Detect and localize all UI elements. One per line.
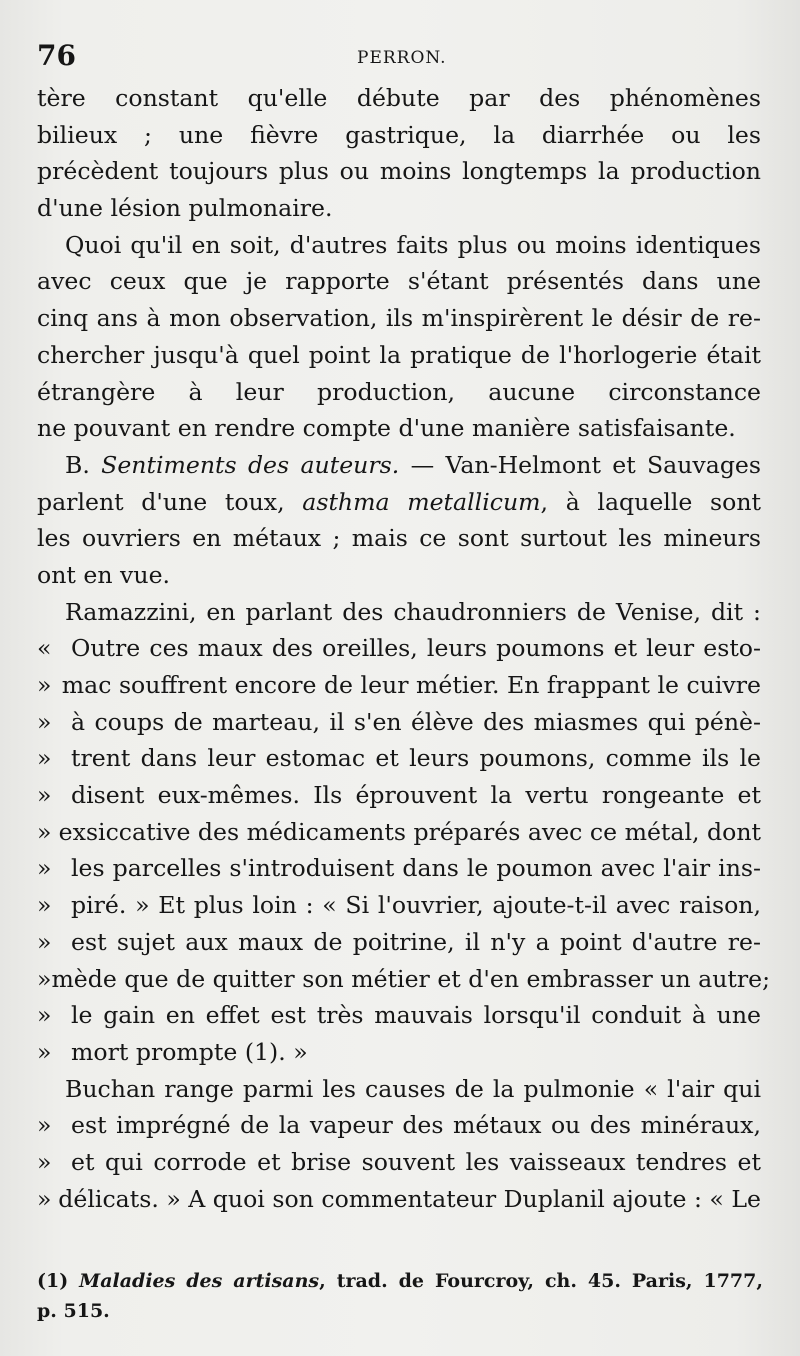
quote-mark: » xyxy=(37,1001,52,1030)
quote-mark: » xyxy=(37,854,52,883)
section-title: Sentiments des auteurs. xyxy=(101,450,400,479)
quote-mark: » xyxy=(37,707,52,736)
text-line: ne pouvant en rendre compte d'une manière satisfaisante. xyxy=(37,414,736,443)
quote-mark: » xyxy=(37,1111,52,1140)
quote-line xyxy=(37,814,761,851)
quote-line xyxy=(37,887,761,924)
footnote-line-2: p. 515. xyxy=(37,1300,110,1322)
quote-mark: » xyxy=(37,781,52,810)
quote-line xyxy=(37,630,761,667)
text-line xyxy=(37,484,761,521)
quote-mark: » xyxy=(37,1147,52,1176)
text-line: précèdent toujours plus ou moins longtemps la production xyxy=(37,157,761,186)
quote-line xyxy=(37,1107,761,1144)
section-heading-line xyxy=(37,447,761,484)
text-line: ont en vue. xyxy=(37,560,171,589)
section-label: B. xyxy=(65,450,90,479)
quote-text: et qui corrode et brise souvent les vaisseaux tendres et xyxy=(71,1147,761,1176)
text-line: cinq ans à mon observation, ils m'inspirèrent le désir de re- xyxy=(37,304,761,333)
quote-text: mort prompte (1). » xyxy=(71,1037,308,1066)
quote-line xyxy=(37,1144,761,1181)
text-line: tère constant qu'elle débute par des phénomènes xyxy=(37,84,761,112)
quote-mark: » xyxy=(37,927,52,956)
quote-line xyxy=(37,704,761,741)
quote-mark: » xyxy=(37,964,52,993)
footnote xyxy=(37,1266,763,1326)
page-number: 76 xyxy=(37,39,76,72)
quote-text: le gain en effet est très mauvais lorsqu'il conduit à une xyxy=(71,1001,761,1030)
quote-text: trent dans leur estomac et leurs poumons, comme ils le xyxy=(71,744,761,773)
quote-line xyxy=(37,1181,761,1218)
quote-mark: » xyxy=(37,671,52,699)
quote-line xyxy=(37,961,771,998)
body-text xyxy=(37,80,771,1217)
text-line: chercher jusqu'à quel point la pratique de l'horlogerie était xyxy=(37,340,761,369)
text-fragment: , à laquelle sont xyxy=(540,487,761,516)
text-line: d'une lésion pulmonaire. xyxy=(37,194,333,223)
quote-text: est imprégné de la vapeur des métaux ou des minéraux, xyxy=(71,1111,761,1140)
quote-mark: » xyxy=(37,1184,52,1213)
footnote-line xyxy=(37,1266,763,1296)
quote-text: est sujet aux maux de poitrine, il n'y a point d'autre re- xyxy=(71,927,761,956)
text-fragment: parlent d'une toux, xyxy=(37,487,303,516)
quote-line xyxy=(37,997,761,1034)
quote-text: disent eux-mêmes. Ils éprouvent la vertu rongeante et xyxy=(71,781,761,810)
quote-mark: » xyxy=(37,1037,52,1066)
section-heading-rest: — Van-Helmont et Sauvages xyxy=(399,450,761,479)
text-line: les ouvriers en métaux ; mais ce sont surtout les mineurs xyxy=(37,524,761,553)
quote-line xyxy=(37,667,761,704)
quote-text: mac souffrent encore de leur métier. En frappant le cuivre xyxy=(61,671,761,699)
quote-text: exsiccative des médicaments préparés avec ce métal, dont xyxy=(58,817,761,846)
footnote-rest: , trad. de Fourcroy, ch. 45. Paris, 1777, xyxy=(319,1270,763,1292)
text-line: avec ceux que je rapporte s'étant présentés dans une xyxy=(37,267,761,296)
running-head: PERRON. xyxy=(357,48,447,68)
quote-mark: » xyxy=(37,891,52,920)
italic-term: asthma metallicum xyxy=(302,487,541,516)
quote-line xyxy=(37,924,761,961)
quote-line xyxy=(37,777,761,814)
quote-line xyxy=(37,1034,761,1071)
quote-mark: » xyxy=(37,744,52,773)
paragraph-start-line: Buchan range parmi les causes de la pulmonie « l'air qui xyxy=(65,1074,761,1103)
quote-text: à coups de marteau, il s'en élève des miasmes qui pénè- xyxy=(71,707,761,736)
paragraph-start-line: Quoi qu'il en soit, d'autres faits plus ou moins identiques xyxy=(65,230,761,259)
quote-text: les parcelles s'introduisent dans le poumon avec l'air ins- xyxy=(71,854,761,883)
quote-text: délicats. » A quoi son commentateur Duplanil ajoute : « Le xyxy=(58,1184,761,1213)
footnote-title: Maladies des artisans xyxy=(79,1270,320,1292)
text-line: bilieux ; une fièvre gastrique, la diarrhée ou les xyxy=(37,120,761,149)
paragraph-start-line: Ramazzini, en parlant des chaudronniers de Venise, dit : xyxy=(65,597,761,626)
quote-mark: » xyxy=(37,817,52,846)
quote-line xyxy=(37,740,761,777)
quote-mark: « xyxy=(37,634,52,663)
quote-text: mède que de quitter son métier et d'en embrasser un autre; xyxy=(51,964,771,993)
quote-text: Outre ces maux des oreilles, leurs poumons et leur esto- xyxy=(71,634,761,663)
quote-line xyxy=(37,850,761,887)
quote-text: piré. » Et plus loin : « Si l'ouvrier, ajoute-t-il avec raison, xyxy=(71,891,761,920)
footnote-marker: (1) xyxy=(37,1270,80,1292)
text-line: étrangère à leur production, aucune circonstance xyxy=(37,377,761,406)
page-header xyxy=(37,40,767,74)
